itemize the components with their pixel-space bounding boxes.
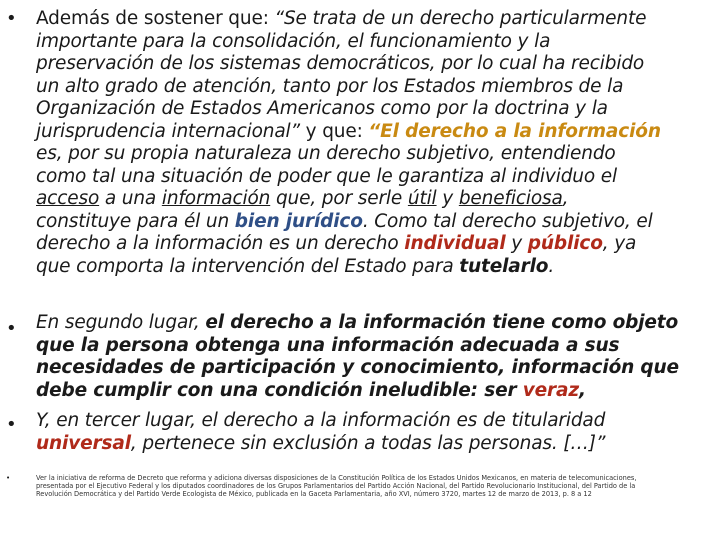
text-run: En segundo lugar, xyxy=(36,312,206,333)
bullet-dot: • xyxy=(6,8,17,29)
highlight-red: veraz xyxy=(522,379,579,401)
underlined-term: acceso xyxy=(36,188,100,209)
text-line: importante para la consolidación, el funcionamiento y la xyxy=(36,30,551,52)
text-line: Organización de Estados Americanos como por la doctrina y la xyxy=(36,98,608,119)
footnote-line: Ver la iniciativa de reforma de Decreto que reforma y adiciona diversas disposiciones de la Constitución Política de los Estados Unidos Mexicanos, en materia de telecomunicaciones, xyxy=(36,474,637,482)
bullet-dot: • xyxy=(6,414,17,435)
bullet-text-3 xyxy=(36,410,716,455)
bullet-dot: • xyxy=(6,318,17,339)
text-run: constituye para él un xyxy=(36,210,235,232)
text-line: preservación de los sistemas democráticos, por lo cual ha recibido xyxy=(36,53,645,74)
text-line: necesidades de participación y conocimiento, información que xyxy=(36,357,679,378)
text-run: , ya xyxy=(602,233,637,254)
text-line: un alto grado de atención, tanto por los Estados miembros de la xyxy=(36,75,624,97)
text-line: Y, en tercer lugar, el derecho a la información es de titularidad xyxy=(36,410,606,431)
bullet-text-2 xyxy=(36,312,716,402)
bold-run: el derecho a la información tiene como objeto xyxy=(205,312,679,333)
text-run: . Como tal derecho subjetivo, el xyxy=(362,210,653,232)
bullet-dot: • xyxy=(6,474,11,482)
text-run: , xyxy=(562,188,569,209)
highlight-orange: “El derecho a la información xyxy=(368,120,661,142)
text-run: , pertenece sin exclusión a todas las personas. […]” xyxy=(130,432,606,454)
text-run: a una xyxy=(99,188,162,209)
text-line: es, por su propia naturaleza un derecho subjetivo, entendiendo xyxy=(36,143,616,164)
footnote-line: presentada por el Ejecutivo Federal y los diputados coordinadores de los Grupos Parlamentarios del Partido Acción Nacional, del Partido Revolucionario Institucional, del Partido de la xyxy=(36,482,636,491)
text-run: . xyxy=(548,255,555,277)
bullet-text-1 xyxy=(36,8,716,278)
underlined-term: útil xyxy=(407,188,437,209)
text-run: derecho a la información es un derecho xyxy=(36,233,405,254)
underlined-term: beneficiosa xyxy=(458,188,563,209)
text-run: y xyxy=(505,233,528,254)
quote-run: “Se trata de un derecho particularmente xyxy=(274,8,647,29)
text-run: que comporta la intervención del Estado para xyxy=(36,255,460,277)
footnote-line: Revolución Democrática y del Partido Verde Ecologista de México, publicada en la Gaceta Parlamentaria, año XVI, número 3720, martes 12 de marzo de 2013, p. 8 a 12 xyxy=(36,490,592,499)
highlight-blue: bien jurídico xyxy=(234,210,363,232)
text-line: como tal una situación de poder que le garantiza al individuo el xyxy=(36,165,617,187)
text-run: , xyxy=(578,379,586,401)
underlined-term: información xyxy=(161,188,271,209)
highlight-red: público xyxy=(527,233,603,254)
highlight-red: universal xyxy=(36,432,131,454)
footnote-text xyxy=(36,474,714,499)
text-run: y xyxy=(436,188,459,209)
bold-term: tutelarlo xyxy=(459,255,549,277)
text-line: que la persona obtenga una información adecuada a sus xyxy=(36,334,620,356)
highlight-red: individual xyxy=(404,233,506,254)
text-run: que, por serle xyxy=(270,188,408,209)
text-run: debe cumplir con una condición ineludible: ser xyxy=(36,379,523,401)
text-run: y que: xyxy=(299,120,369,142)
text-run: Además de sostener que: xyxy=(36,8,275,29)
text-run: jurisprudencia internacional” xyxy=(36,120,300,142)
